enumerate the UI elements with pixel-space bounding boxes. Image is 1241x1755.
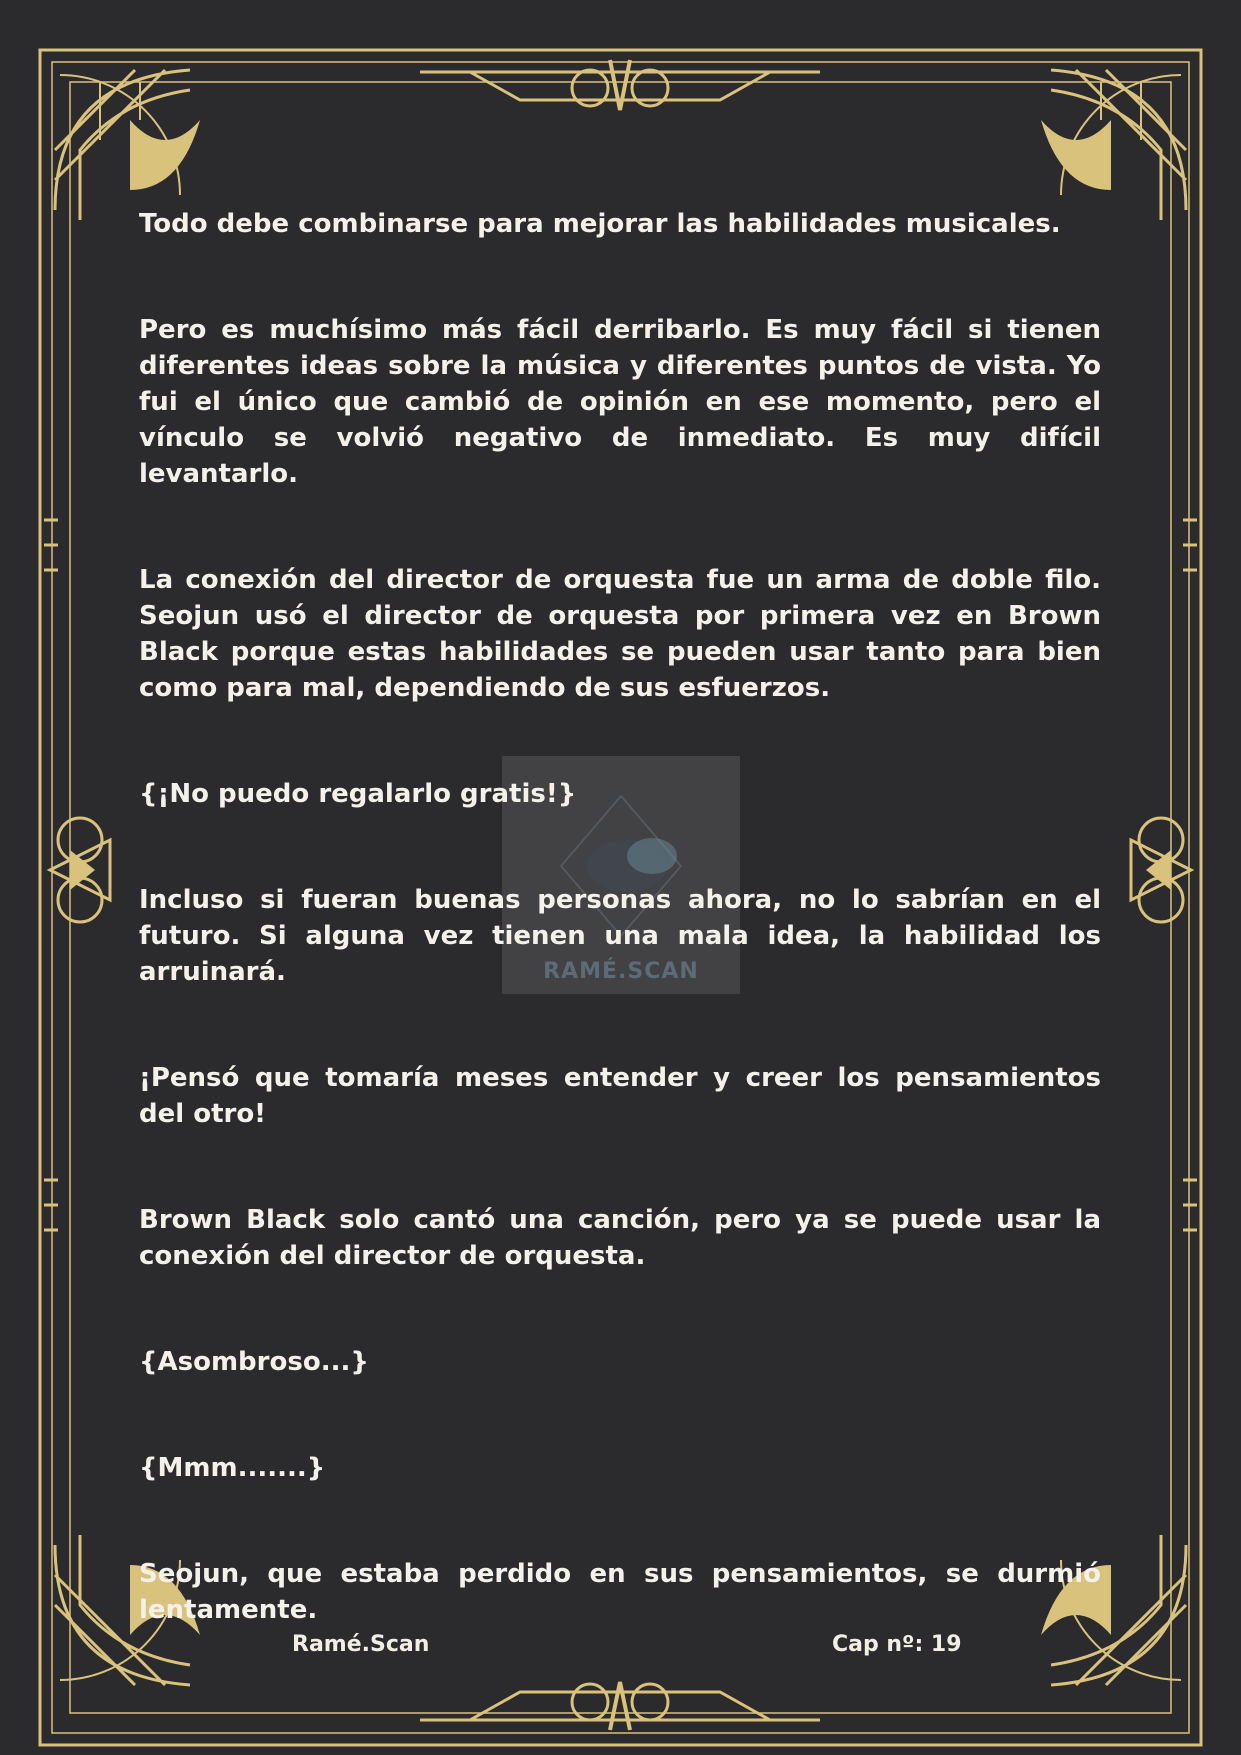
paragraph: {Asombroso...} <box>139 1347 369 1377</box>
paragraph: La conexión del director de orquesta fue un arma de doble filo. Seojun usó el director de orquesta por primera vez en Brown Black porque estas habilidades se pueden usar tanto para bien como para mal, dependiendo de sus esfuerzos. <box>139 565 1101 703</box>
chapter-text <box>139 206 1101 1628</box>
footer-scanlator: Ramé.Scan <box>292 1632 430 1657</box>
paragraph: {Mmm.......} <box>139 1453 326 1483</box>
paragraph: Seojun, que estaba perdido en sus pensamientos, se durmió lentamente. <box>139 1559 1101 1625</box>
paragraph: Brown Black solo cantó una canción, pero ya se puede usar la conexión del director de orquesta. <box>139 1205 1101 1271</box>
footer-chapter-number: Cap nº: 19 <box>832 1632 962 1657</box>
watermark-text: RAMÉ.SCAN <box>543 959 699 984</box>
paragraph: {¡No puedo regalarlo gratis!} <box>139 779 577 809</box>
paragraph: Incluso si fueran buenas personas ahora, no lo sabrían en el futuro. Si alguna vez tienen una mala idea, la habilidad los arruinará. <box>139 885 1101 987</box>
paragraph: ¡Pensó que tomaría meses entender y creer los pensamientos del otro! <box>139 1063 1101 1129</box>
paragraph: Pero es muchísimo más fácil derribarlo. Es muy fácil si tienen diferentes ideas sobre la música y diferentes puntos de vista. Yo fui el único que cambió de opinión en ese momento, pero el vínculo se volvió negativo de inmediato. Es muy difícil levantarlo. <box>139 315 1101 489</box>
paragraph: Todo debe combinarse para mejorar las habilidades musicales. <box>139 209 1061 239</box>
